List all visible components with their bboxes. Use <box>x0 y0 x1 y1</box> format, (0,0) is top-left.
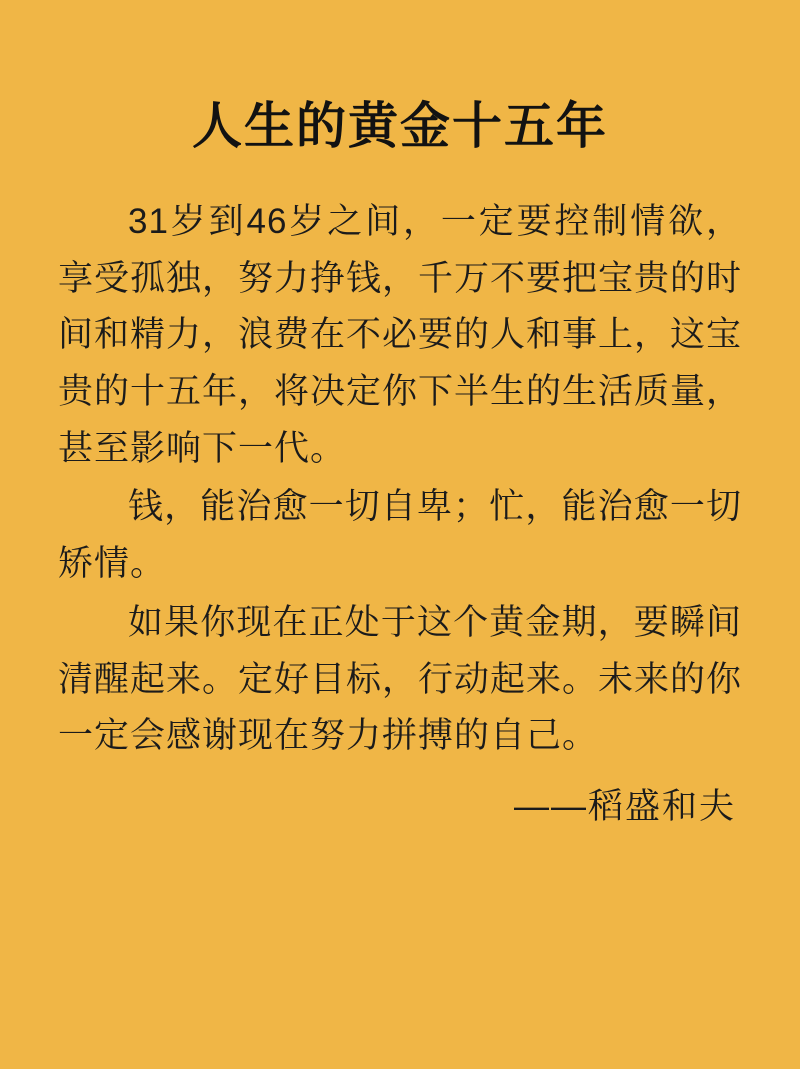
paragraph: 31岁到46岁之间，一定要控制情欲，享受孤独，努力挣钱，千万不要把宝贵的时间和精力，浪费在不必要的人和事上，这宝贵的十五年，将决定你下半生的生活质量，甚至影响下一代。 <box>58 202 743 468</box>
paragraph: 钱，能治愈一切自卑；忙，能治愈一切矫情。 <box>58 487 742 584</box>
paragraph: 如果你现在正处于这个黄金期，要瞬间清醒起来。定好目标，行动起来。未来的你一定会感谢现在努力拼搏的自己。 <box>58 602 743 756</box>
attribution: ——稻盛和夫 <box>513 786 736 826</box>
page-title: 人生的黄金十五年 <box>192 98 608 154</box>
quote-body <box>58 194 742 836</box>
